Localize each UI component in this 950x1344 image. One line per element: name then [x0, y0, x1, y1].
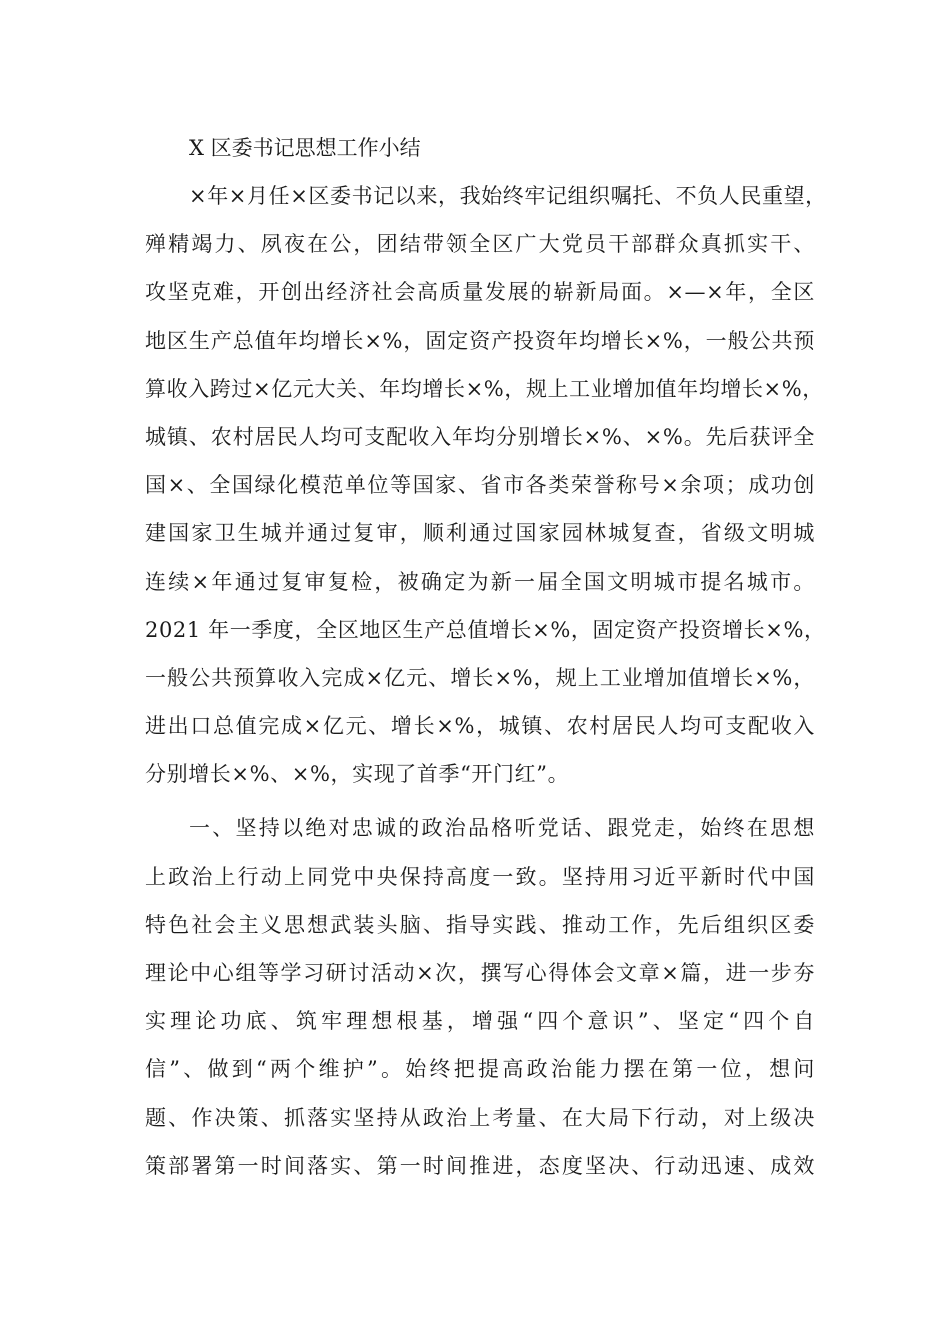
paragraph-line: 特色社会主义思想武装头脑、指导实践、推动工作，先后组织区委	[145, 912, 815, 937]
paragraph-line: 信”、做到“两个维护”。始终把提高政治能力摆在第一位，想问	[145, 1057, 815, 1082]
document-body	[145, 124, 827, 1190]
paragraph-line: 一般公共预算收入完成×亿元、增长×%，规上工业增加值增长×%，	[145, 665, 815, 690]
paragraph-line: 殚精竭力、夙夜在公，团结带领全区广大党员干部群众真抓实干、	[145, 232, 815, 257]
paragraph-line: 题、作决策、抓落实坚持从政治上考量、在大局下行动，对上级决	[145, 1105, 815, 1130]
paragraph-line: 建国家卫生城并通过复审，顺利通过国家园林城复查，省级文明城	[145, 521, 815, 546]
paragraph-line: 算收入跨过×亿元大关、年均增长×%，规上工业增加值年均增长×%，	[145, 376, 824, 401]
document-title: X 区委书记思想工作小结	[189, 136, 421, 160]
paragraph-section-1	[145, 804, 815, 1190]
paragraph-line: 连续×年通过复审复检，被确定为新一届全国文明城市提名城市。	[145, 569, 815, 594]
paragraph-line: 攻坚克难，开创出经济社会高质量发展的崭新局面。×—×年，全区	[145, 280, 815, 305]
paragraph-line: ×年×月任×区委书记以来，我始终牢记组织嘱托、不负人民重望，	[189, 184, 827, 208]
paragraph-line: 2021 年一季度，全区地区生产总值增长×%，固定资产投资增长×%，	[145, 617, 826, 642]
paragraph-line: 理论中心组等学习研讨活动×次，撰写心得体会文章×篇，进一步夯	[145, 961, 815, 985]
paragraph-line: 分别增长×%、×%，实现了首季“开门红”。	[145, 762, 570, 787]
paragraph-line: 一、坚持以绝对忠诚的政治品格听党话、跟党走，始终在思想	[189, 816, 815, 841]
paragraph-intro	[145, 172, 827, 798]
paragraph-line: 城镇、农村居民人均可支配收入年均分别增长×%、×%。先后获评全	[145, 424, 815, 449]
paragraph-line: 策部署第一时间落实、第一时间推进，态度坚决、行动迅速、成效	[145, 1153, 815, 1178]
paragraph-line: 地区生产总值年均增长×%，固定资产投资年均增长×%，一般公共预	[145, 328, 815, 353]
paragraph-line: 进出口总值完成×亿元、增长×%，城镇、农村居民人均可支配收入	[145, 714, 815, 739]
paragraph-line: 实理论功底、筑牢理想根基，增强“四个意识”、坚定“四个自	[145, 1009, 815, 1034]
paragraph-line: 上政治上行动上同党中央保持高度一致。坚持用习近平新时代中国	[145, 864, 815, 889]
paragraph-line: 国×、全国绿化模范单位等国家、省市各类荣誉称号×余项；成功创	[145, 473, 815, 498]
